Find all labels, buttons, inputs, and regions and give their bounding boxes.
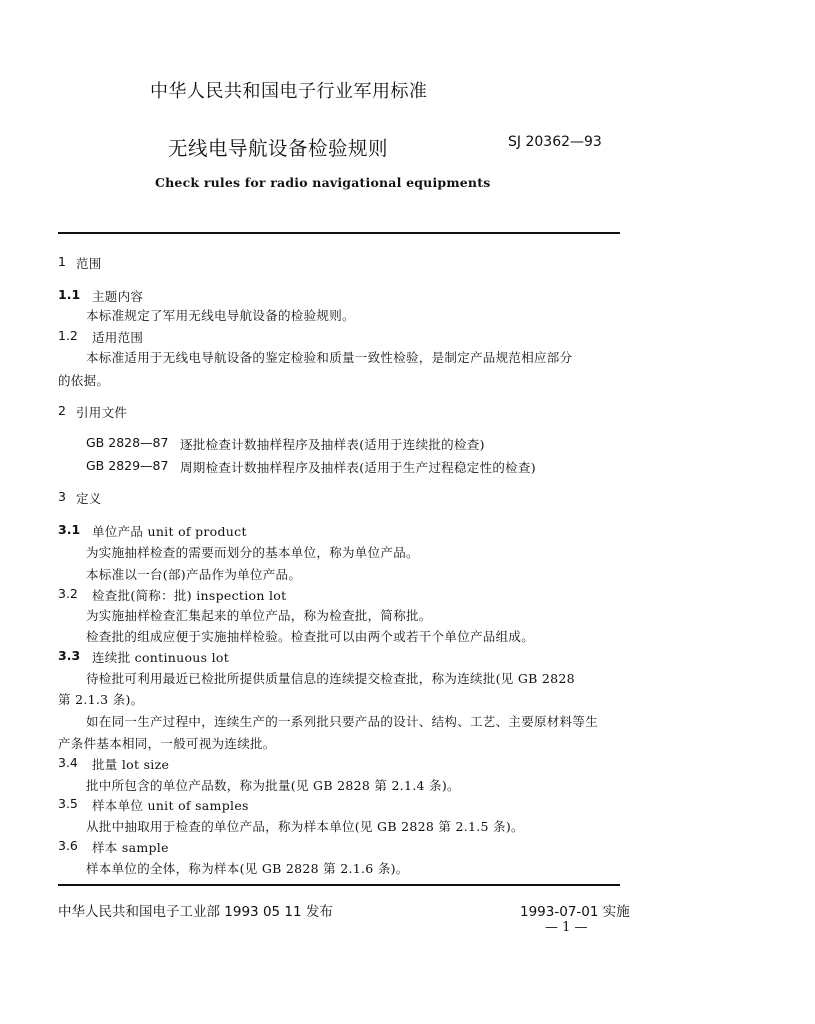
clause-number: 3.3 <box>58 648 81 663</box>
header-rule <box>58 232 620 234</box>
clause-text: 从批中抽取用于检查的单位产品，称为样本单位(见 GB 2828 第 2.1.5 条)。 <box>86 819 524 834</box>
clause-title: 检查批(简称：批) inspection lot <box>92 588 287 603</box>
clause-text: 批中所包含的单位产品数，称为批量(见 GB 2828 第 2.1.4 条)。 <box>86 778 460 793</box>
reference-code: GB 2828—87 <box>86 435 169 450</box>
page-number: — 1 — <box>545 920 588 935</box>
clause-text: 检查批的组成应便于实施抽样检验。检查批可以由两个或若干个单位产品组成。 <box>86 629 535 644</box>
section-number: 2 <box>58 403 66 418</box>
clause-number: 1.2 <box>58 328 78 343</box>
clause-text: 待检批可利用最近已检批所提供质量信息的连续提交检查批，称为连续批(见 GB 2828 <box>86 671 575 686</box>
clause-number: 3.6 <box>58 838 78 853</box>
clause-title: 适用范围 <box>92 330 144 345</box>
document-title-cn: 无线电导航设备检验规则 <box>168 137 389 160</box>
clause-text: 样本单位的全体，称为样本(见 GB 2828 第 2.1.6 条)。 <box>86 861 409 876</box>
section-title: 范围 <box>76 256 102 271</box>
clause-title: 样本单位 unit of samples <box>92 798 249 813</box>
clause-title: 样本 sample <box>92 840 169 855</box>
clause-text: 第 2.1.3 条)。 <box>58 692 144 707</box>
section-title: 引用文件 <box>76 405 128 420</box>
clause-number: 3.4 <box>58 755 78 770</box>
reference-description: 逐批检查计数抽样程序及抽样表(适用于连续批的检查) <box>180 437 485 452</box>
document-title-en: Check rules for radio navigational equipments <box>155 175 491 190</box>
section-number: 3 <box>58 489 66 504</box>
clause-text: 本标准以一台(部)产品作为单位产品。 <box>86 567 302 582</box>
clause-text: 为实施抽样检查汇集起来的单位产品，称为检查批，简称批。 <box>86 608 432 623</box>
section-number: 1 <box>58 254 66 269</box>
clause-text: 为实施抽样检查的需要而划分的基本单位，称为单位产品。 <box>86 545 419 560</box>
clause-number: 3.1 <box>58 522 81 537</box>
clause-text: 本标准适用于无线电导航设备的鉴定检验和质量一致性检验，是制定产品规范相应部分 <box>86 350 573 365</box>
org-standard-heading: 中华人民共和国电子行业军用标准 <box>150 81 428 102</box>
clause-text: 本标准规定了军用无线电导航设备的检验规则。 <box>86 308 355 323</box>
clause-number: 3.5 <box>58 796 78 811</box>
effective-date: 1993-07-01 实施 <box>520 904 630 920</box>
clause-text: 如在同一生产过程中，连续生产的一系列批只要产品的设计、结构、工艺、主要原材料等生 <box>86 714 599 729</box>
section-title: 定义 <box>76 491 102 506</box>
clause-title: 单位产品 unit of product <box>92 524 247 539</box>
clause-title: 连续批 continuous lot <box>92 650 230 665</box>
clause-text: 产条件基本相同，一般可视为连续批。 <box>58 736 276 751</box>
clause-number: 1.1 <box>58 287 81 302</box>
clause-number: 3.2 <box>58 586 78 601</box>
clause-title: 批量 lot size <box>92 757 170 772</box>
standard-code: SJ 20362—93 <box>508 134 602 150</box>
clause-text: 的依据。 <box>58 373 110 388</box>
footer-rule <box>58 884 620 886</box>
clause-title: 主题内容 <box>92 289 144 304</box>
reference-description: 周期检查计数抽样程序及抽样表(适用于生产过程稳定性的检查) <box>180 460 536 475</box>
issued-by: 中华人民共和国电子工业部 1993 05 11 发布 <box>58 904 333 920</box>
reference-code: GB 2829—87 <box>86 458 169 473</box>
